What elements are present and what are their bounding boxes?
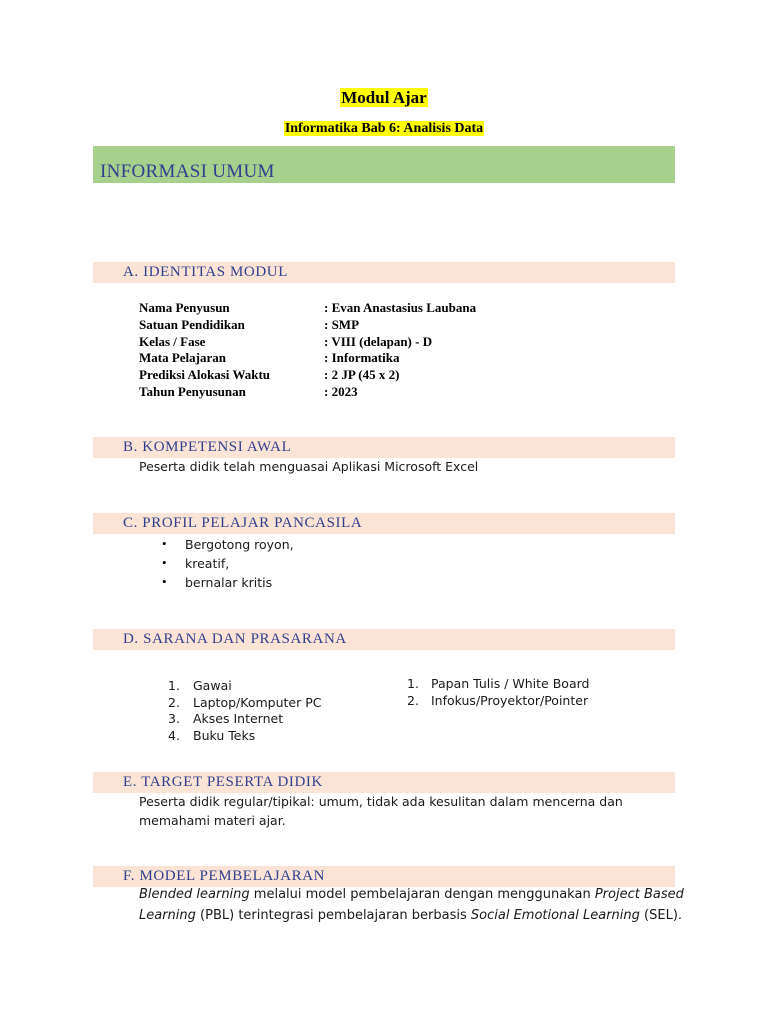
identitas-value: : 2023 <box>324 384 358 399</box>
list-item: Laptop/Komputer PC <box>193 695 322 710</box>
list-number: 3. <box>168 711 180 726</box>
section-header-target-peserta <box>93 772 675 793</box>
document-subtitle <box>0 119 768 137</box>
section-label: A. IDENTITAS MODUL <box>123 264 288 280</box>
section-header-profil-pelajar <box>93 513 675 534</box>
bullet-icon: • <box>162 536 167 551</box>
title-text: Modul Ajar <box>341 88 427 107</box>
bullet-icon: • <box>162 555 167 570</box>
section-header-informasi-umum <box>93 146 675 183</box>
section-header-sarana-prasarana <box>93 629 675 650</box>
identitas-key: Nama Penyusun <box>139 300 230 315</box>
section-label: C. PROFIL PELAJAR PANCASILA <box>123 515 363 531</box>
subtitle-text: Informatika Bab 6: Analisis Data <box>284 121 484 136</box>
bullet-icon: • <box>162 574 167 589</box>
list-item: Buku Teks <box>193 728 256 743</box>
italic-term: Learning <box>139 908 196 923</box>
identitas-value: : Evan Anastasius Laubana <box>324 300 477 315</box>
kompetensi-awal-text: Peserta didik telah menguasai Aplikasi Microsoft Excel <box>139 459 479 474</box>
identitas-key: Satuan Pendidikan <box>139 317 245 332</box>
model-paragraph-line2 <box>139 905 682 926</box>
paragraph-text: (PBL) terintegrasi pembelajaran berbasis <box>195 908 471 923</box>
section-header-kompetensi-awal <box>93 437 675 458</box>
identitas-key: Kelas / Fase <box>139 334 206 349</box>
paragraph-text: (SEL). <box>639 908 683 923</box>
list-number: 2. <box>407 693 419 708</box>
identitas-key: Mata Pelajaran <box>139 350 227 365</box>
target-text-line2: memahami materi ajar. <box>139 813 286 828</box>
identitas-key: Tahun Penyusunan <box>139 384 246 399</box>
italic-term: Social Emotional Learning <box>470 908 640 923</box>
list-item: bernalar kritis <box>185 575 273 590</box>
list-item: Papan Tulis / White Board <box>431 676 590 691</box>
identitas-value: : 2 JP (45 x 2) <box>324 367 400 382</box>
list-item: kreatif, <box>185 556 230 571</box>
identitas-value: : SMP <box>324 317 360 332</box>
list-number: 4. <box>168 728 180 743</box>
section-label: D. SARANA DAN PRASARANA <box>123 631 347 647</box>
italic-term: Project Based <box>594 887 684 902</box>
list-number: 1. <box>168 678 180 693</box>
model-paragraph-line1 <box>139 884 684 905</box>
italic-term: Blended learning <box>139 887 250 902</box>
list-number: 1. <box>407 676 419 691</box>
section-label: F. MODEL PEMBELAJARAN <box>123 868 326 884</box>
list-item: Infokus/Proyektor/Pointer <box>431 693 589 708</box>
identitas-value: : VIII (delapan) - D <box>324 334 433 349</box>
list-item: Akses Internet <box>193 711 284 726</box>
identitas-value: : Informatika <box>324 350 400 365</box>
paragraph-text: melalui model pembelajaran dengan menggunakan <box>249 887 595 902</box>
section-title: INFORMASI UMUM <box>100 161 275 182</box>
document-title <box>0 88 768 108</box>
list-number: 2. <box>168 695 180 710</box>
target-text-line1: Peserta didik regular/tipikal: umum, tidak ada kesulitan dalam mencerna dan <box>139 794 623 809</box>
section-header-identitas-modul <box>93 262 675 283</box>
identitas-key: Prediksi Alokasi Waktu <box>139 367 271 382</box>
list-item: Gawai <box>193 678 232 693</box>
list-item: Bergotong royon, <box>185 537 294 552</box>
section-label: E. TARGET PESERTA DIDIK <box>123 774 323 790</box>
section-label: B. KOMPETENSI AWAL <box>123 439 292 455</box>
